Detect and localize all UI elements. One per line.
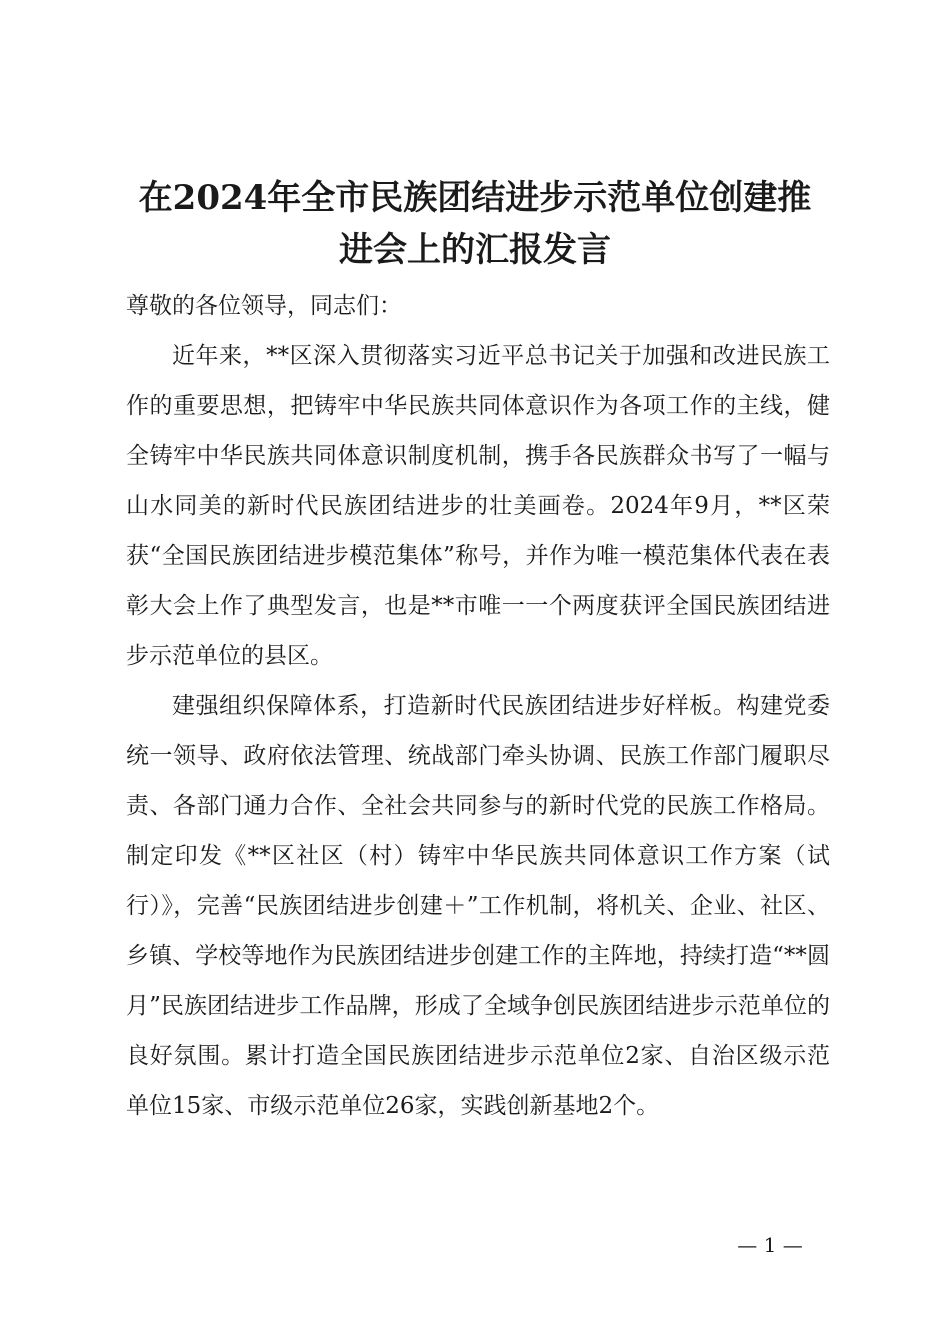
document-title [120, 172, 830, 276]
paragraph-1: 近年来，**区深入贯彻落实习近平总书记关于加强和改进民族工作的重要思想，把铸牢中华民族共同体意识作为各项工作的主线，健全铸牢中华民族共同体意识制度机制，携手各民族群众书写了一幅与山水同美的新时代民族团结进步的壮美画卷。2024年9月，**区荣获“全国民族团结进步模范集体”称号，并作为唯一模范集体代表在表彰大会上作了典型发言，也是**市唯一一个两度获评全国民族团结进步示范单位的县区。 [126, 343, 830, 669]
title-line-1: 在2024年全市民族团结进步示范单位创建推 [138, 178, 812, 218]
document-body [126, 281, 830, 1131]
page-number: — 1 — [737, 1233, 803, 1257]
salutation: 尊敬的各位领导，同志们： [126, 293, 402, 319]
paragraph-2: 建强组织保障体系，打造新时代民族团结进步好样板。构建党委统一领导、政府依法管理、统战部门牵头协调、民族工作部门履职尽责、各部门通力合作、全社会共同参与的新时代党的民族工作格局。制定印发《**区社区（村）铸牢中华民族共同体意识工作方案（试行）》，完善“民族团结进步创建＋”工作机制，将机关、企业、社区、乡镇、学校等地作为民族团结进步创建工作的主阵地，持续打造“**圆月”民族团结进步工作品牌，形成了全域争创民族团结进步示范单位的良好氛围。累计打造全国民族团结进步示范单位2家、自治区级示范单位15家、市级示范单位26家，实践创新基地2个。 [126, 693, 830, 1119]
title-line-2: 进会上的汇报发言 [339, 230, 611, 270]
